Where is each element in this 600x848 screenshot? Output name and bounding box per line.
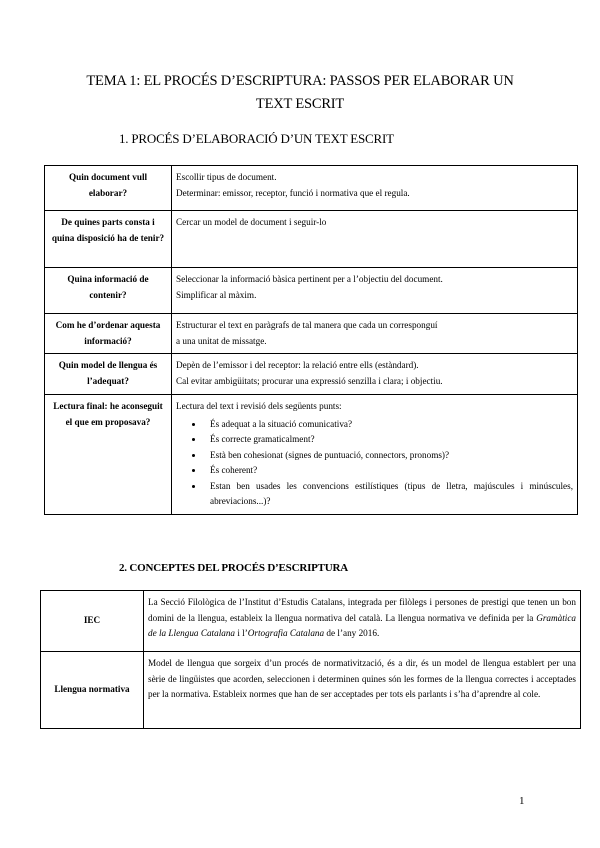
concepts-table: [40, 590, 581, 729]
table-row: [41, 591, 581, 652]
definition-text: i l’: [235, 628, 248, 638]
list-item: • És adequat a la situació comunicativa?: [204, 417, 573, 433]
answer-cell: [172, 166, 578, 211]
book-title: Ortografia Catalana: [247, 628, 325, 638]
page-title: [40, 70, 560, 116]
answer-line: Seleccionar la informació bàsica pertinent per a l’objectiu del document.: [176, 274, 443, 284]
answer-line: Lectura del text i revisió dels següents punts:: [176, 401, 342, 411]
list-item: • És correcte gramaticalment?: [204, 432, 573, 448]
answer-cell: [172, 354, 578, 395]
concept-term: IEC: [41, 591, 144, 652]
list-item: • Estan ben usades les convencions estilístiques (tipus de lletra, majúscules i minúscules, abreviacions...)?: [204, 479, 573, 510]
title-line-1: TEMA 1: EL PROCÉS D’ESCRIPTURA: PASSOS PER ELABORAR UN: [86, 73, 514, 89]
definition-text: La Secció Filològica de l’Institut d’Estudis Catalans, integrada per filòlegs i persones de prestigi que tenen un bon domini de la llengua, estableix la llengua normativa del català. La llengua normativa ve definida per la: [148, 597, 576, 623]
question-cell: Lectura final: he aconseguit el que em proposava?: [45, 395, 172, 515]
answer-line: Depèn de l’emissor i del receptor: la relació entre ells (estàndard).: [176, 360, 419, 370]
review-list: [176, 417, 573, 510]
question-cell: Com he d’ordenar aquesta informació?: [45, 314, 172, 354]
question-cell: Quina informació de contenir?: [45, 268, 172, 314]
question-cell: Quin model de llengua és l’adequat?: [45, 354, 172, 395]
answer-line: Simplificar al màxim.: [176, 289, 257, 300]
answer-line: a una unitat de missatge.: [176, 335, 267, 346]
table-row: [45, 395, 578, 515]
page-number: 1: [519, 795, 525, 807]
answer-cell: [172, 211, 578, 268]
table-row: [41, 652, 581, 729]
answer-cell: [172, 268, 578, 314]
answer-cell: [172, 395, 578, 515]
section-heading-1: 1. PROCÉS D’ELABORACIÓ D’UN TEXT ESCRIT: [119, 131, 394, 146]
concept-definition: [144, 591, 581, 652]
concept-definition: Model de llengua que sorgeix d’un procés de normativització, és a dir, és un model de llengua establert per una sèrie de lingüistes que acorden, seleccionen i determinen quines són les formes de la llengua correctes i acceptades per la normativa. Estableix normes que han de ser acceptades per tots els parlants i s’ha d’aprendre al cole.: [144, 652, 581, 729]
table-row: [45, 314, 578, 354]
answer-line: Cercar un model de document i seguir-lo: [176, 217, 327, 227]
process-table: [44, 165, 578, 515]
list-item: • És coherent?: [204, 463, 573, 479]
question-cell: De quines parts consta i quina disposició ha de tenir?: [45, 211, 172, 268]
answer-cell: [172, 314, 578, 354]
book-title: Gramàtica de la Llengua Catalana: [148, 612, 576, 638]
title-line-2: TEXT ESCRIT: [255, 96, 345, 112]
question-cell: Quin document vull elaborar?: [45, 166, 172, 211]
answer-line: Escollir tipus de document.: [176, 172, 277, 182]
answer-line: Estructurar el text en paràgrafs de tal manera que cada un corresponguí: [176, 320, 438, 330]
table-row: [45, 166, 578, 211]
table-row: [45, 268, 578, 314]
definition-text: de l’any 2016.: [324, 628, 380, 638]
answer-line: Cal evitar ambigüitats; procurar una expressió senzilla i clara; i objectiu.: [176, 375, 443, 386]
table-row: [45, 211, 578, 268]
list-item: • Està ben cohesionat (signes de puntuació, connectors, pronoms)?: [204, 448, 573, 464]
answer-line: Determinar: emissor, receptor, funció i normativa que el regula.: [176, 187, 410, 198]
table-row: [45, 354, 578, 395]
section-heading-2: 2. CONCEPTES DEL PROCÉS D’ESCRIPTURA: [119, 562, 349, 574]
concept-term: Llengua normativa: [41, 652, 144, 729]
